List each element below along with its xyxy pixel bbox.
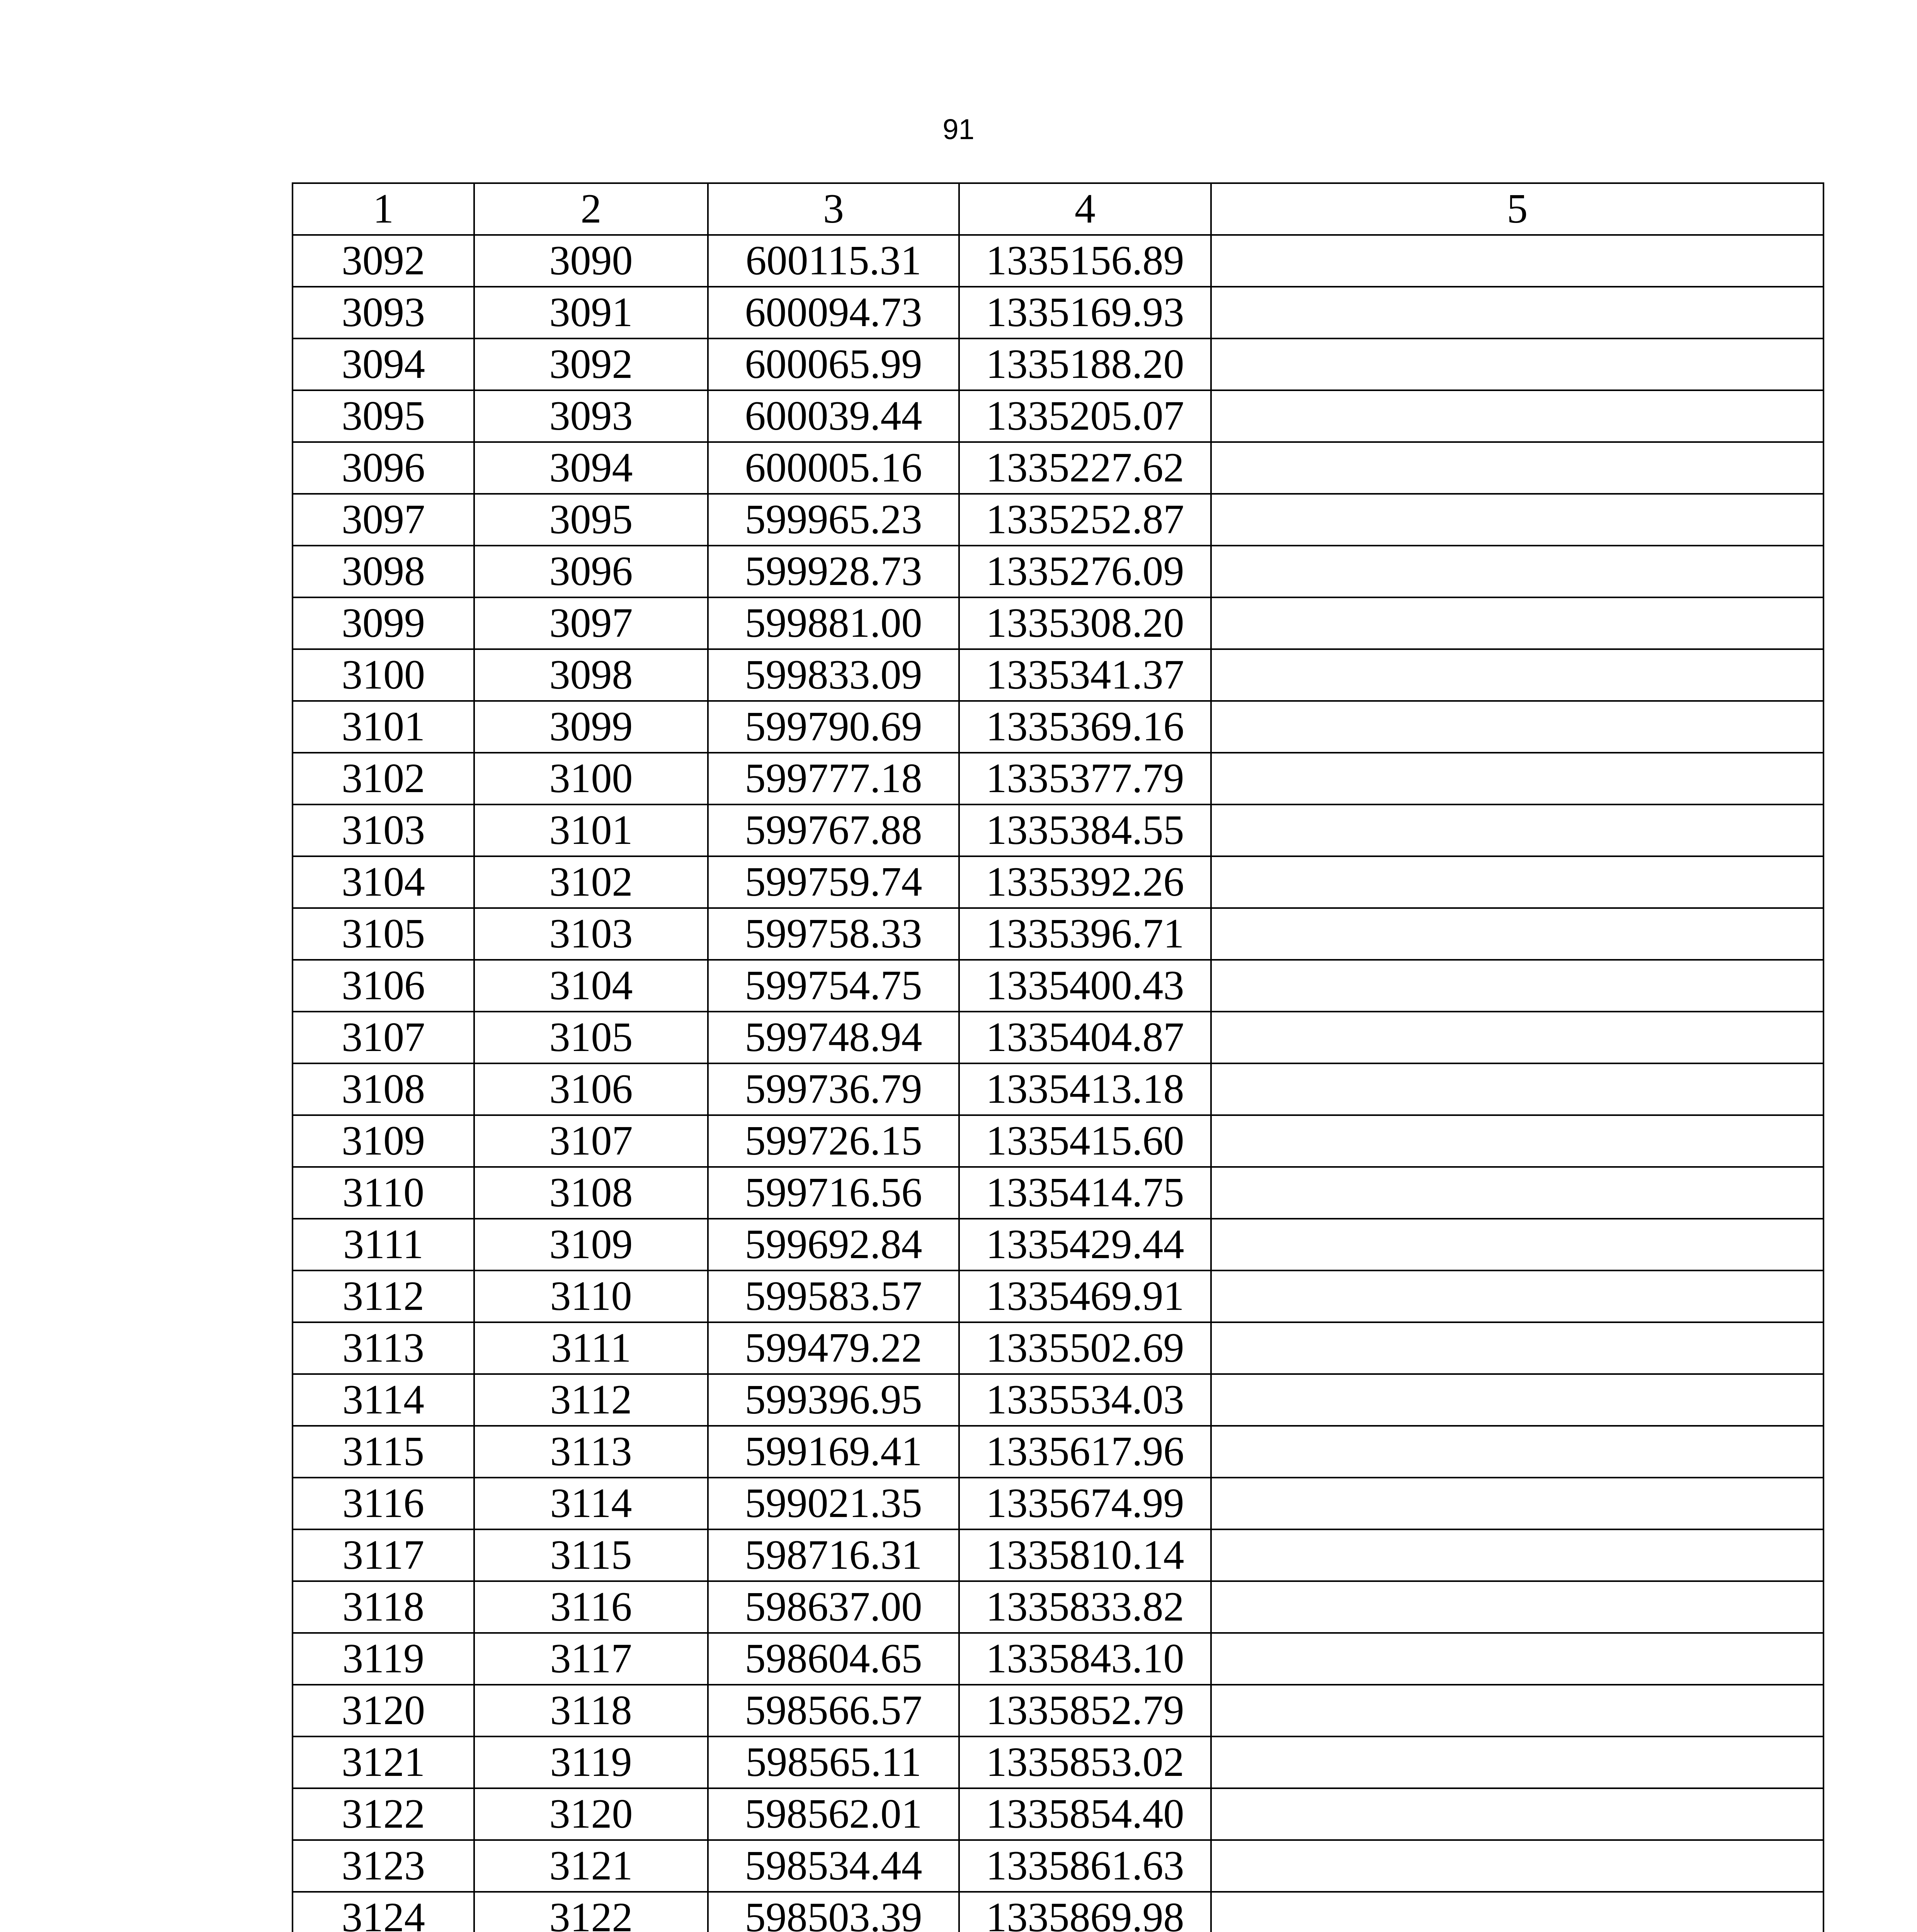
cell-col1: 3099 (293, 597, 474, 649)
cell-col5 (1211, 1633, 1823, 1685)
table-row (293, 649, 1823, 701)
cell-col3: 600005.16 (708, 442, 959, 494)
cell-col3: 599692.84 (708, 1219, 959, 1270)
table-row (293, 1270, 1823, 1322)
cell-col4: 1335861.63 (959, 1840, 1211, 1892)
cell-col3: 599021.35 (708, 1478, 959, 1529)
cell-col4: 1335833.82 (959, 1581, 1211, 1633)
cell-col2: 3117 (474, 1633, 708, 1685)
cell-col2: 3108 (474, 1167, 708, 1219)
cell-col4: 1335853.02 (959, 1736, 1211, 1788)
cell-col4: 1335404.87 (959, 1012, 1211, 1063)
table-row (293, 1012, 1823, 1063)
cell-col2: 3100 (474, 753, 708, 804)
cell-col4: 1335415.60 (959, 1115, 1211, 1167)
cell-col5 (1211, 546, 1823, 597)
cell-col4: 1335869.98 (959, 1892, 1211, 1932)
cell-col1: 3118 (293, 1581, 474, 1633)
cell-col2: 3120 (474, 1788, 708, 1840)
cell-col2: 3102 (474, 856, 708, 908)
cell-col3: 598534.44 (708, 1840, 959, 1892)
cell-col1: 3101 (293, 701, 474, 753)
cell-col5 (1211, 753, 1823, 804)
table-row (293, 1374, 1823, 1426)
cell-col5 (1211, 442, 1823, 494)
cell-col4: 1335810.14 (959, 1529, 1211, 1581)
cell-col1: 3123 (293, 1840, 474, 1892)
cell-col1: 3122 (293, 1788, 474, 1840)
cell-col3: 599767.88 (708, 804, 959, 856)
cell-col4: 1335227.62 (959, 442, 1211, 494)
cell-col1: 3113 (293, 1322, 474, 1374)
cell-col4: 1335534.03 (959, 1374, 1211, 1426)
cell-col2: 3099 (474, 701, 708, 753)
cell-col4: 1335377.79 (959, 753, 1211, 804)
cell-col4: 1335169.93 (959, 287, 1211, 338)
cell-col1: 3121 (293, 1736, 474, 1788)
cell-col3: 599759.74 (708, 856, 959, 908)
cell-col3: 599881.00 (708, 597, 959, 649)
table-header-row (293, 183, 1823, 235)
cell-col4: 1335156.89 (959, 235, 1211, 287)
cell-col2: 3103 (474, 908, 708, 960)
cell-col2: 3113 (474, 1426, 708, 1478)
cell-col4: 1335188.20 (959, 338, 1211, 390)
cell-col4: 1335369.16 (959, 701, 1211, 753)
cell-col2: 3106 (474, 1063, 708, 1115)
table-row (293, 1633, 1823, 1685)
cell-col5 (1211, 1788, 1823, 1840)
cell-col3: 598565.11 (708, 1736, 959, 1788)
table-row (293, 960, 1823, 1012)
cell-col3: 599736.79 (708, 1063, 959, 1115)
cell-col1: 3095 (293, 390, 474, 442)
cell-col2: 3090 (474, 235, 708, 287)
cell-col5 (1211, 1115, 1823, 1167)
cell-col3: 599777.18 (708, 753, 959, 804)
cell-col5 (1211, 287, 1823, 338)
cell-col3: 599833.09 (708, 649, 959, 701)
cell-col4: 1335429.44 (959, 1219, 1211, 1270)
cell-col5 (1211, 1270, 1823, 1322)
cell-col3: 599754.75 (708, 960, 959, 1012)
cell-col2: 3121 (474, 1840, 708, 1892)
cell-col5 (1211, 649, 1823, 701)
cell-col1: 3112 (293, 1270, 474, 1322)
table-row (293, 1529, 1823, 1581)
cell-col1: 3098 (293, 546, 474, 597)
cell-col3: 599965.23 (708, 494, 959, 546)
cell-col1: 3106 (293, 960, 474, 1012)
cell-col3: 599583.57 (708, 1270, 959, 1322)
cell-col4: 1335843.10 (959, 1633, 1211, 1685)
table-row (293, 1167, 1823, 1219)
cell-col3: 598637.00 (708, 1581, 959, 1633)
cell-col1: 3093 (293, 287, 474, 338)
cell-col3: 599758.33 (708, 908, 959, 960)
column-header-1: 1 (293, 183, 474, 235)
cell-col3: 598562.01 (708, 1788, 959, 1840)
cell-col5 (1211, 856, 1823, 908)
cell-col2: 3109 (474, 1219, 708, 1270)
table-row (293, 1426, 1823, 1478)
table-row (293, 1478, 1823, 1529)
cell-col5 (1211, 1478, 1823, 1529)
cell-col4: 1335384.55 (959, 804, 1211, 856)
cell-col3: 600065.99 (708, 338, 959, 390)
cell-col5 (1211, 1529, 1823, 1581)
cell-col2: 3101 (474, 804, 708, 856)
cell-col4: 1335276.09 (959, 546, 1211, 597)
cell-col2: 3114 (474, 1478, 708, 1529)
cell-col5 (1211, 1426, 1823, 1478)
cell-col2: 3093 (474, 390, 708, 442)
cell-col4: 1335854.40 (959, 1788, 1211, 1840)
cell-col2: 3092 (474, 338, 708, 390)
column-header-5: 5 (1211, 183, 1823, 235)
cell-col2: 3122 (474, 1892, 708, 1932)
table-row (293, 390, 1823, 442)
cell-col1: 3104 (293, 856, 474, 908)
cell-col2: 3105 (474, 1012, 708, 1063)
cell-col4: 1335413.18 (959, 1063, 1211, 1115)
cell-col4: 1335852.79 (959, 1685, 1211, 1736)
table-row (293, 1736, 1823, 1788)
coordinates-table (292, 182, 1824, 1932)
cell-col2: 3107 (474, 1115, 708, 1167)
table-row (293, 442, 1823, 494)
table-row (293, 1685, 1823, 1736)
table-row (293, 1840, 1823, 1892)
cell-col4: 1335392.26 (959, 856, 1211, 908)
cell-col1: 3108 (293, 1063, 474, 1115)
cell-col2: 3110 (474, 1270, 708, 1322)
column-header-2: 2 (474, 183, 708, 235)
cell-col5 (1211, 1736, 1823, 1788)
table-row (293, 1892, 1823, 1932)
table-row (293, 338, 1823, 390)
cell-col3: 598604.65 (708, 1633, 959, 1685)
table-row (293, 804, 1823, 856)
cell-col2: 3091 (474, 287, 708, 338)
cell-col1: 3100 (293, 649, 474, 701)
cell-col3: 599748.94 (708, 1012, 959, 1063)
cell-col5 (1211, 1581, 1823, 1633)
cell-col4: 1335252.87 (959, 494, 1211, 546)
cell-col2: 3097 (474, 597, 708, 649)
cell-col4: 1335469.91 (959, 1270, 1211, 1322)
cell-col1: 3124 (293, 1892, 474, 1932)
cell-col3: 598503.39 (708, 1892, 959, 1932)
cell-col5 (1211, 1012, 1823, 1063)
table-row (293, 546, 1823, 597)
cell-col5 (1211, 235, 1823, 287)
cell-col3: 598566.57 (708, 1685, 959, 1736)
cell-col4: 1335617.96 (959, 1426, 1211, 1478)
cell-col5 (1211, 1322, 1823, 1374)
cell-col5 (1211, 1219, 1823, 1270)
cell-col5 (1211, 1840, 1823, 1892)
cell-col4: 1335674.99 (959, 1478, 1211, 1529)
cell-col1: 3115 (293, 1426, 474, 1478)
cell-col3: 599716.56 (708, 1167, 959, 1219)
cell-col1: 3114 (293, 1374, 474, 1426)
table-row (293, 908, 1823, 960)
cell-col3: 599396.95 (708, 1374, 959, 1426)
cell-col4: 1335502.69 (959, 1322, 1211, 1374)
cell-col3: 599790.69 (708, 701, 959, 753)
cell-col5 (1211, 390, 1823, 442)
cell-col5 (1211, 908, 1823, 960)
cell-col1: 3117 (293, 1529, 474, 1581)
cell-col3: 599726.15 (708, 1115, 959, 1167)
table-row (293, 1115, 1823, 1167)
table-row (293, 1063, 1823, 1115)
cell-col5 (1211, 338, 1823, 390)
page-number: 91 (942, 113, 975, 145)
cell-col2: 3116 (474, 1581, 708, 1633)
cell-col1: 3120 (293, 1685, 474, 1736)
cell-col1: 3092 (293, 235, 474, 287)
cell-col1: 3094 (293, 338, 474, 390)
cell-col3: 600094.73 (708, 287, 959, 338)
cell-col5 (1211, 1685, 1823, 1736)
cell-col5 (1211, 1892, 1823, 1932)
cell-col2: 3118 (474, 1685, 708, 1736)
column-header-3: 3 (708, 183, 959, 235)
cell-col4: 1335400.43 (959, 960, 1211, 1012)
cell-col4: 1335396.71 (959, 908, 1211, 960)
table-row (293, 1788, 1823, 1840)
cell-col1: 3116 (293, 1478, 474, 1529)
cell-col1: 3107 (293, 1012, 474, 1063)
cell-col2: 3096 (474, 546, 708, 597)
cell-col2: 3094 (474, 442, 708, 494)
cell-col3: 600115.31 (708, 235, 959, 287)
cell-col5 (1211, 960, 1823, 1012)
cell-col1: 3103 (293, 804, 474, 856)
cell-col1: 3097 (293, 494, 474, 546)
cell-col1: 3102 (293, 753, 474, 804)
cell-col2: 3112 (474, 1374, 708, 1426)
table-row (293, 1219, 1823, 1270)
cell-col4: 1335341.37 (959, 649, 1211, 701)
cell-col2: 3098 (474, 649, 708, 701)
cell-col2: 3104 (474, 960, 708, 1012)
cell-col1: 3110 (293, 1167, 474, 1219)
cell-col3: 600039.44 (708, 390, 959, 442)
table-row (293, 856, 1823, 908)
cell-col5 (1211, 494, 1823, 546)
table-row (293, 1322, 1823, 1374)
cell-col5 (1211, 804, 1823, 856)
table-row (293, 753, 1823, 804)
column-header-4: 4 (959, 183, 1211, 235)
cell-col1: 3109 (293, 1115, 474, 1167)
cell-col4: 1335205.07 (959, 390, 1211, 442)
cell-col5 (1211, 1063, 1823, 1115)
cell-col5 (1211, 701, 1823, 753)
table-row (293, 235, 1823, 287)
cell-col2: 3115 (474, 1529, 708, 1581)
table-row (293, 1581, 1823, 1633)
cell-col1: 3119 (293, 1633, 474, 1685)
cell-col1: 3105 (293, 908, 474, 960)
cell-col1: 3096 (293, 442, 474, 494)
table-row (293, 287, 1823, 338)
cell-col3: 599169.41 (708, 1426, 959, 1478)
cell-col2: 3095 (474, 494, 708, 546)
table-body (293, 183, 1823, 1932)
cell-col2: 3119 (474, 1736, 708, 1788)
table-row (293, 597, 1823, 649)
cell-col2: 3111 (474, 1322, 708, 1374)
cell-col4: 1335308.20 (959, 597, 1211, 649)
table-row (293, 494, 1823, 546)
cell-col3: 598716.31 (708, 1529, 959, 1581)
cell-col3: 599928.73 (708, 546, 959, 597)
cell-col5 (1211, 1167, 1823, 1219)
cell-col4: 1335414.75 (959, 1167, 1211, 1219)
table-row (293, 701, 1823, 753)
cell-col1: 3111 (293, 1219, 474, 1270)
cell-col5 (1211, 597, 1823, 649)
cell-col5 (1211, 1374, 1823, 1426)
cell-col3: 599479.22 (708, 1322, 959, 1374)
